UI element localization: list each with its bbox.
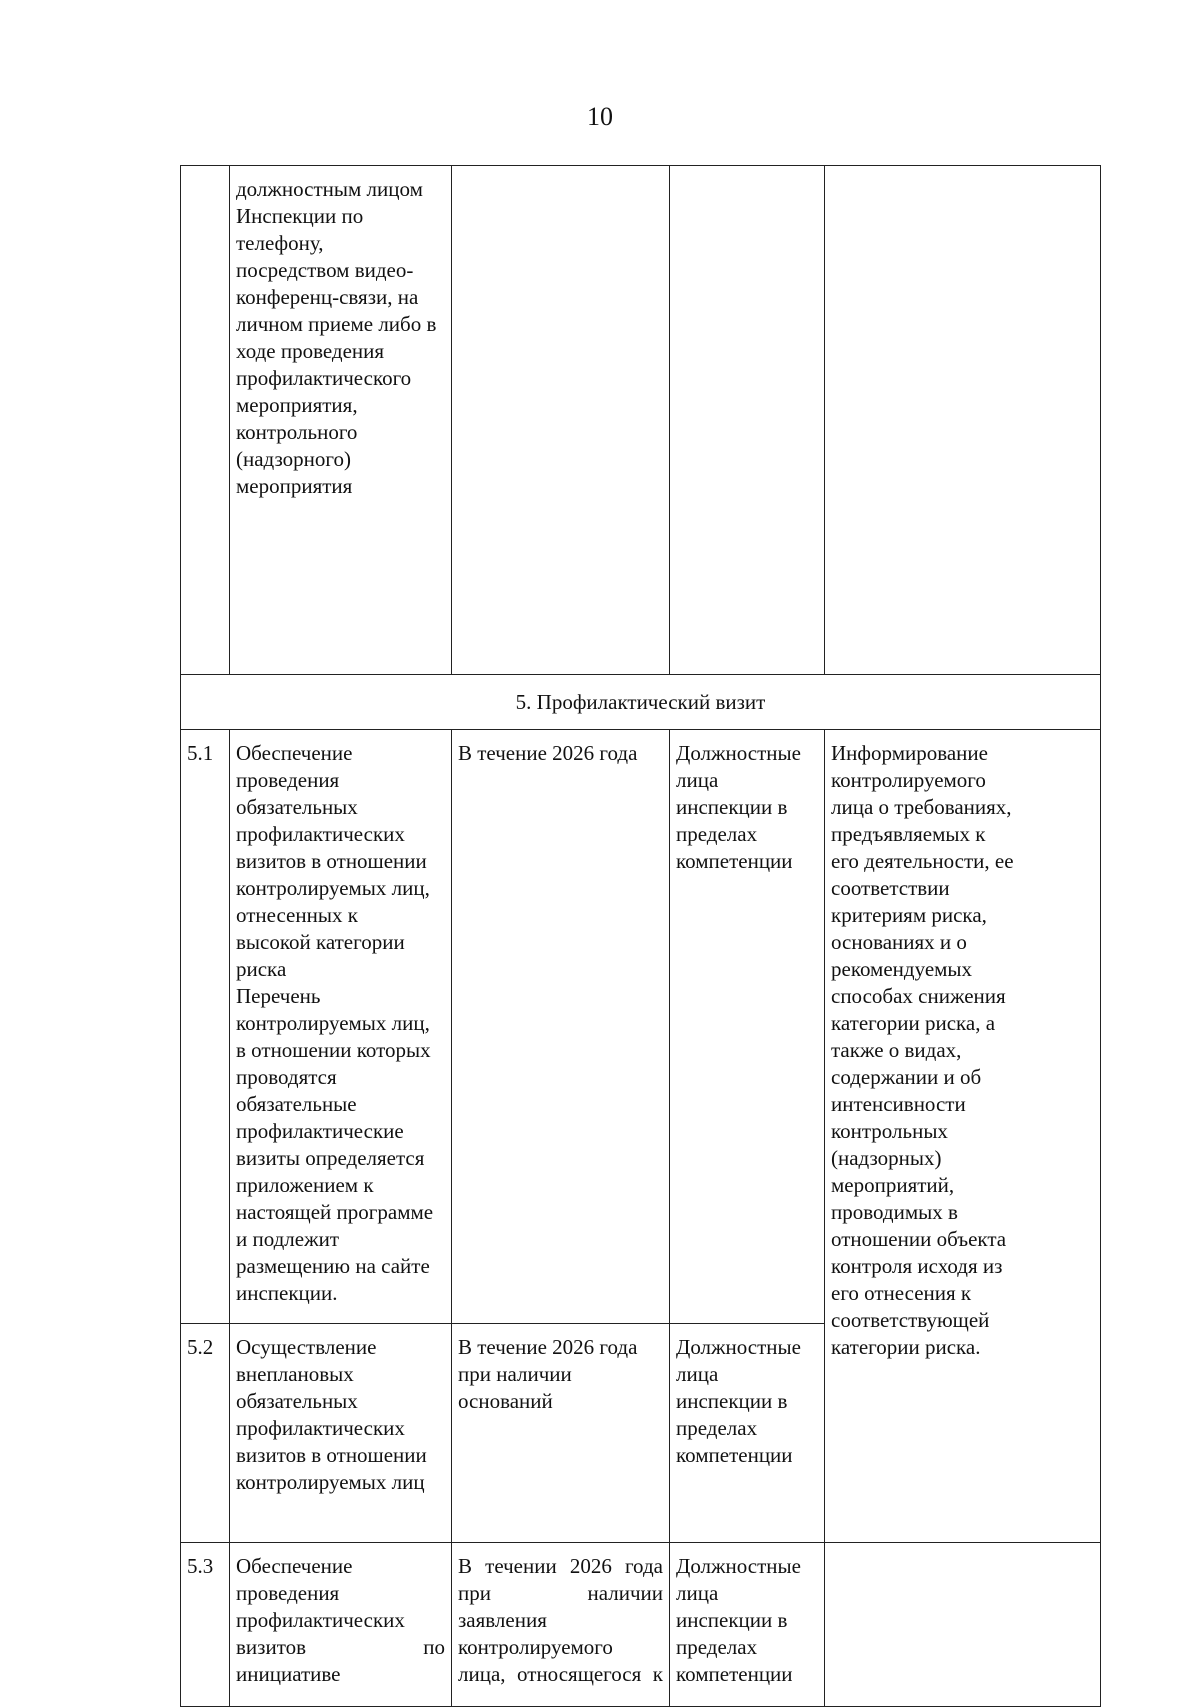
text-line: В течение 2026 года bbox=[458, 1335, 638, 1359]
text-line: размещению на сайте bbox=[236, 1254, 430, 1278]
word: по bbox=[423, 1635, 445, 1659]
text-line: отнесенных к bbox=[236, 903, 358, 927]
text-line: контролируемого bbox=[831, 768, 986, 792]
text-line: пределах bbox=[676, 822, 758, 846]
text-line-justified bbox=[458, 1661, 663, 1688]
word: В bbox=[458, 1554, 473, 1578]
text-line: контролируемых лиц, bbox=[236, 1011, 430, 1035]
text-line: визитов в отношении bbox=[236, 1443, 427, 1467]
responsible-cell bbox=[670, 1324, 825, 1543]
text-line: риска bbox=[236, 957, 287, 981]
text-line: высокой категории bbox=[236, 930, 405, 954]
table-row bbox=[181, 730, 1101, 1324]
row-number: 5.1 bbox=[181, 730, 230, 1324]
text-line: способах снижения bbox=[831, 984, 1006, 1008]
text-line: Обеспечение bbox=[236, 741, 353, 765]
text-line: пределах bbox=[676, 1635, 758, 1659]
responsible-cell bbox=[670, 730, 825, 1324]
text-line: заявления bbox=[458, 1608, 547, 1632]
text-line: приложением к bbox=[236, 1173, 374, 1197]
text-line-justified bbox=[236, 1634, 445, 1661]
text-line: его деятельности, ее bbox=[831, 849, 1014, 873]
text-line: содержании и об bbox=[831, 1065, 982, 1089]
word: года bbox=[624, 1554, 663, 1578]
section-heading-row bbox=[181, 675, 1101, 730]
row-number: 5.2 bbox=[181, 1324, 230, 1543]
text-line: интенсивности bbox=[831, 1092, 966, 1116]
text-line: профилактические bbox=[236, 1119, 404, 1143]
term-cell bbox=[452, 1324, 670, 1543]
text-line: профилактических bbox=[236, 822, 405, 846]
word: к bbox=[652, 1662, 663, 1686]
table-row-continued bbox=[181, 166, 1101, 675]
number-cell bbox=[181, 166, 230, 675]
text-line: контролируемых лиц, bbox=[236, 876, 430, 900]
text-line: Должностные bbox=[676, 741, 801, 765]
text-line: ходе проведения bbox=[236, 339, 385, 363]
text-line: рекомендуемых bbox=[831, 957, 973, 981]
text-line: контролируемых лиц bbox=[236, 1470, 425, 1494]
text-line: проведения bbox=[236, 768, 340, 792]
text-line: (надзорного) bbox=[236, 447, 351, 471]
text-line: предъявляемых к bbox=[831, 822, 986, 846]
word: лица, bbox=[458, 1662, 506, 1686]
term-cell bbox=[452, 166, 670, 675]
text-line: контролируемого bbox=[458, 1635, 613, 1659]
term-cell: В течение 2026 года bbox=[452, 730, 670, 1324]
text-line: проведения bbox=[236, 1581, 340, 1605]
responsible-cell bbox=[670, 166, 825, 675]
text-line: проводимых в bbox=[831, 1200, 958, 1224]
text-line: инициативе bbox=[236, 1662, 341, 1686]
word: течении bbox=[485, 1554, 557, 1578]
activity-cell bbox=[230, 1324, 452, 1543]
text-line: и подлежит bbox=[236, 1227, 340, 1251]
text-line: лица о требованиях, bbox=[831, 795, 1012, 819]
text-line: также о видах, bbox=[831, 1038, 962, 1062]
table-row bbox=[181, 1543, 1101, 1707]
activity-cell bbox=[230, 1543, 452, 1707]
result-cell-merged bbox=[825, 730, 1101, 1543]
text-line: критериям риска, bbox=[831, 903, 987, 927]
text-line: соответствующей bbox=[831, 1308, 990, 1332]
section-heading: 5. Профилактический визит bbox=[181, 675, 1101, 730]
result-cell bbox=[825, 1543, 1101, 1707]
prevention-plan-table bbox=[180, 165, 1100, 1707]
text-line: Перечень bbox=[236, 984, 321, 1008]
text-line: визитов в отношении bbox=[236, 849, 427, 873]
text-line: Инспекции по bbox=[236, 204, 364, 228]
activity-cell bbox=[230, 730, 452, 1324]
text-line: (надзорных) bbox=[831, 1146, 942, 1170]
text-line: категории риска, а bbox=[831, 1011, 996, 1035]
text-line: визиты определяется bbox=[236, 1146, 425, 1170]
term-cell bbox=[452, 1543, 670, 1707]
responsible-cell bbox=[670, 1543, 825, 1707]
text-line: телефону, bbox=[236, 231, 324, 255]
word: относящегося bbox=[517, 1662, 642, 1686]
text-line: в отношении которых bbox=[236, 1038, 431, 1062]
text-line: лица bbox=[676, 1362, 719, 1386]
text-line: мероприятий, bbox=[831, 1173, 955, 1197]
text-line: категории риска. bbox=[831, 1335, 981, 1359]
text-line: контрольных bbox=[831, 1119, 948, 1143]
text-line: профилактических bbox=[236, 1416, 405, 1440]
result-cell bbox=[825, 166, 1101, 675]
text-line: обязательных bbox=[236, 1389, 358, 1413]
text-line: мероприятия bbox=[236, 474, 353, 498]
text-line: настоящей программе bbox=[236, 1200, 434, 1224]
text-line: проводятся bbox=[236, 1065, 337, 1089]
text-line: внеплановых bbox=[236, 1362, 354, 1386]
text-line: компетенции bbox=[676, 1443, 793, 1467]
text-line: основаниях и о bbox=[831, 930, 967, 954]
word: при bbox=[458, 1581, 491, 1605]
text-line: его отнесения к bbox=[831, 1281, 972, 1305]
word: наличии bbox=[587, 1581, 663, 1605]
text-line: конференц-связи, на bbox=[236, 285, 419, 309]
text-line: инспекции в bbox=[676, 1389, 788, 1413]
text-line: контроля исходя из bbox=[831, 1254, 1003, 1278]
text-line: Обеспечение bbox=[236, 1554, 353, 1578]
text-line-justified bbox=[458, 1553, 663, 1580]
text-line: лица bbox=[676, 768, 719, 792]
text-line: инспекции в bbox=[676, 1608, 788, 1632]
text-line: посредством видео- bbox=[236, 258, 414, 282]
text-line: мероприятия, bbox=[236, 393, 358, 417]
text-line: пределах bbox=[676, 1416, 758, 1440]
page-number: 10 bbox=[587, 102, 613, 131]
text-line: профилактического bbox=[236, 366, 412, 390]
text-line: личном приеме либо в bbox=[236, 312, 437, 336]
text-line-justified bbox=[458, 1580, 663, 1607]
text-line: компетенции bbox=[676, 1662, 793, 1686]
word: визитов bbox=[236, 1635, 307, 1659]
text-line: контрольного bbox=[236, 420, 358, 444]
text-line: инспекции в bbox=[676, 795, 788, 819]
text-line: профилактических bbox=[236, 1608, 405, 1632]
text-line: Должностные bbox=[676, 1554, 801, 1578]
activity-cell bbox=[230, 166, 452, 675]
text-line: Информирование bbox=[831, 741, 988, 765]
text-line: компетенции bbox=[676, 849, 793, 873]
text-line: инспекции. bbox=[236, 1281, 338, 1305]
text-line: обязательных bbox=[236, 795, 358, 819]
row-number: 5.3 bbox=[181, 1543, 230, 1707]
word: 2026 bbox=[569, 1554, 612, 1578]
text-line: Должностные bbox=[676, 1335, 801, 1359]
text-line: лица bbox=[676, 1581, 719, 1605]
text-line: обязательные bbox=[236, 1092, 357, 1116]
text-line: при наличии bbox=[458, 1362, 572, 1386]
text-line: должностным лицом bbox=[236, 177, 423, 201]
text-line: оснований bbox=[458, 1389, 553, 1413]
text-line: отношении объекта bbox=[831, 1227, 1007, 1251]
text-line: Осуществление bbox=[236, 1335, 377, 1359]
text-line: соответствии bbox=[831, 876, 950, 900]
